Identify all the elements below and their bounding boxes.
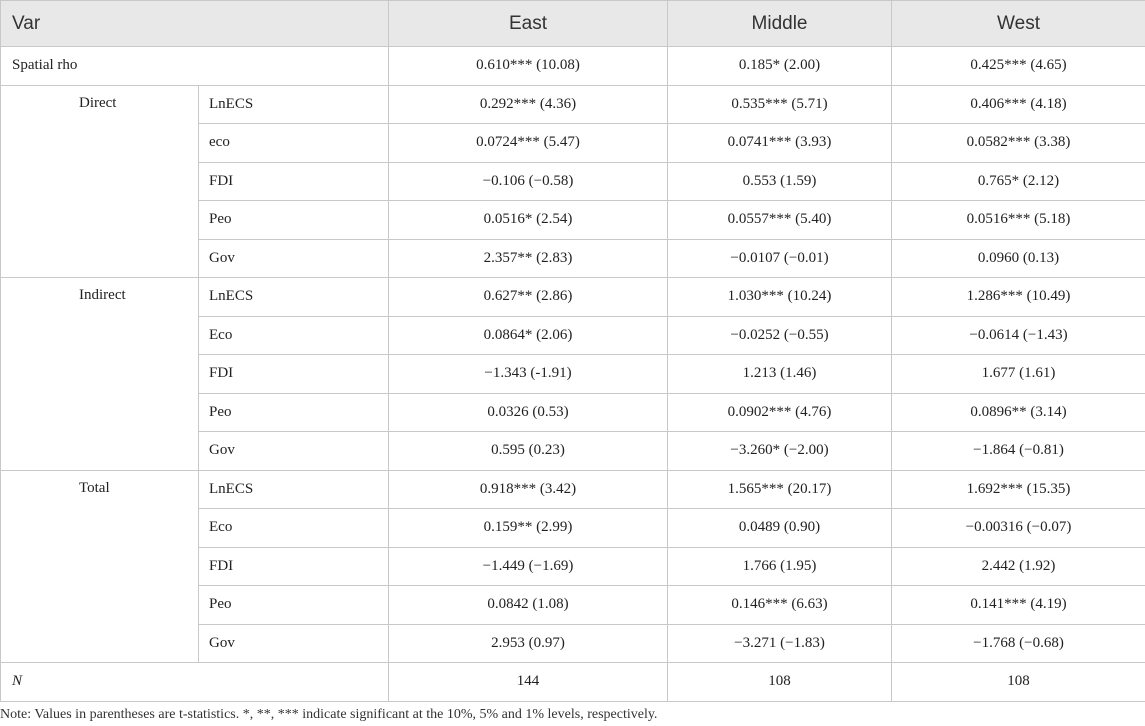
var-label: Peo [199,586,389,625]
table-row [1,278,1145,317]
var-label: Gov [199,239,389,278]
value-middle: 1.030*** (10.24) [668,278,892,317]
value-west: 2.442 (1.92) [892,547,1145,586]
table-row [1,470,1145,509]
value-west: 0.0896** (3.14) [892,393,1145,432]
value-west: 1.692*** (15.35) [892,470,1145,509]
value-middle: 0.535*** (5.71) [668,85,892,124]
header-east: East [389,1,668,47]
value-middle: 1.766 (1.95) [668,547,892,586]
var-label: Peo [199,393,389,432]
spatial-rho-east: 0.610*** (10.08) [389,47,668,86]
value-west: 0.0516*** (5.18) [892,201,1145,240]
group-label-direct: Direct [1,85,199,278]
value-west: 0.765* (2.12) [892,162,1145,201]
header-var: Var [1,1,389,47]
value-east: 0.595 (0.23) [389,432,668,471]
var-label: Gov [199,624,389,663]
value-east: 0.0516* (2.54) [389,201,668,240]
spatial-rho-middle: 0.185* (2.00) [668,47,892,86]
value-middle: 1.213 (1.46) [668,355,892,394]
header-row [1,1,1145,47]
value-east: −1.449 (−1.69) [389,547,668,586]
value-middle: 0.0557*** (5.40) [668,201,892,240]
table-row-n [1,663,1145,702]
value-west: −1.768 (−0.68) [892,624,1145,663]
spatial-rho-west: 0.425*** (4.65) [892,47,1145,86]
group-label-total: Total [1,470,199,663]
value-west: −0.0614 (−1.43) [892,316,1145,355]
value-west: −1.864 (−0.81) [892,432,1145,471]
value-west: 0.141*** (4.19) [892,586,1145,625]
var-label: FDI [199,162,389,201]
value-middle: 0.0741*** (3.93) [668,124,892,163]
value-middle: 0.0489 (0.90) [668,509,892,548]
n-label: N [1,663,389,702]
var-label: LnECS [199,278,389,317]
value-middle: −0.0252 (−0.55) [668,316,892,355]
value-middle: −3.260* (−2.00) [668,432,892,471]
value-east: −1.343 (-1.91) [389,355,668,394]
var-label: LnECS [199,470,389,509]
group-label-indirect: Indirect [1,278,199,471]
header-middle: Middle [668,1,892,47]
value-east: 0.0842 (1.08) [389,586,668,625]
n-west: 108 [892,663,1145,702]
value-west: 0.0582*** (3.38) [892,124,1145,163]
value-middle: 1.565*** (20.17) [668,470,892,509]
table-body [1,47,1145,702]
value-west: 1.677 (1.61) [892,355,1145,394]
table-row-spatial-rho [1,47,1145,86]
value-east: 0.159** (2.99) [389,509,668,548]
n-east: 144 [389,663,668,702]
value-east: 0.627** (2.86) [389,278,668,317]
value-west: 1.286*** (10.49) [892,278,1145,317]
value-middle: 0.146*** (6.63) [668,586,892,625]
value-west: 0.406*** (4.18) [892,85,1145,124]
var-label: Peo [199,201,389,240]
value-middle: 0.553 (1.59) [668,162,892,201]
value-east: 0.0864* (2.06) [389,316,668,355]
table-note: Note: Values in parentheses are t-statistics. *, **, *** indicate significant at the 10%, 5% and 1% levels, respectively. [0,707,658,722]
value-west: −0.00316 (−0.07) [892,509,1145,548]
n-middle: 108 [668,663,892,702]
value-east: 0.918*** (3.42) [389,470,668,509]
value-east: 2.953 (0.97) [389,624,668,663]
table-row [1,85,1145,124]
var-label: FDI [199,547,389,586]
value-east: 0.0724*** (5.47) [389,124,668,163]
var-label: Gov [199,432,389,471]
var-label: eco [199,124,389,163]
value-middle: 0.0902*** (4.76) [668,393,892,432]
var-label: FDI [199,355,389,394]
spatial-rho-label: Spatial rho [1,47,389,86]
var-label: Eco [199,316,389,355]
header-west: West [892,1,1145,47]
value-east: −0.106 (−0.58) [389,162,668,201]
value-middle: −3.271 (−1.83) [668,624,892,663]
value-east: 0.292*** (4.36) [389,85,668,124]
var-label: LnECS [199,85,389,124]
value-west: 0.0960 (0.13) [892,239,1145,278]
table-header [1,1,1145,47]
value-east: 2.357** (2.83) [389,239,668,278]
value-east: 0.0326 (0.53) [389,393,668,432]
value-middle: −0.0107 (−0.01) [668,239,892,278]
var-label: Eco [199,509,389,548]
